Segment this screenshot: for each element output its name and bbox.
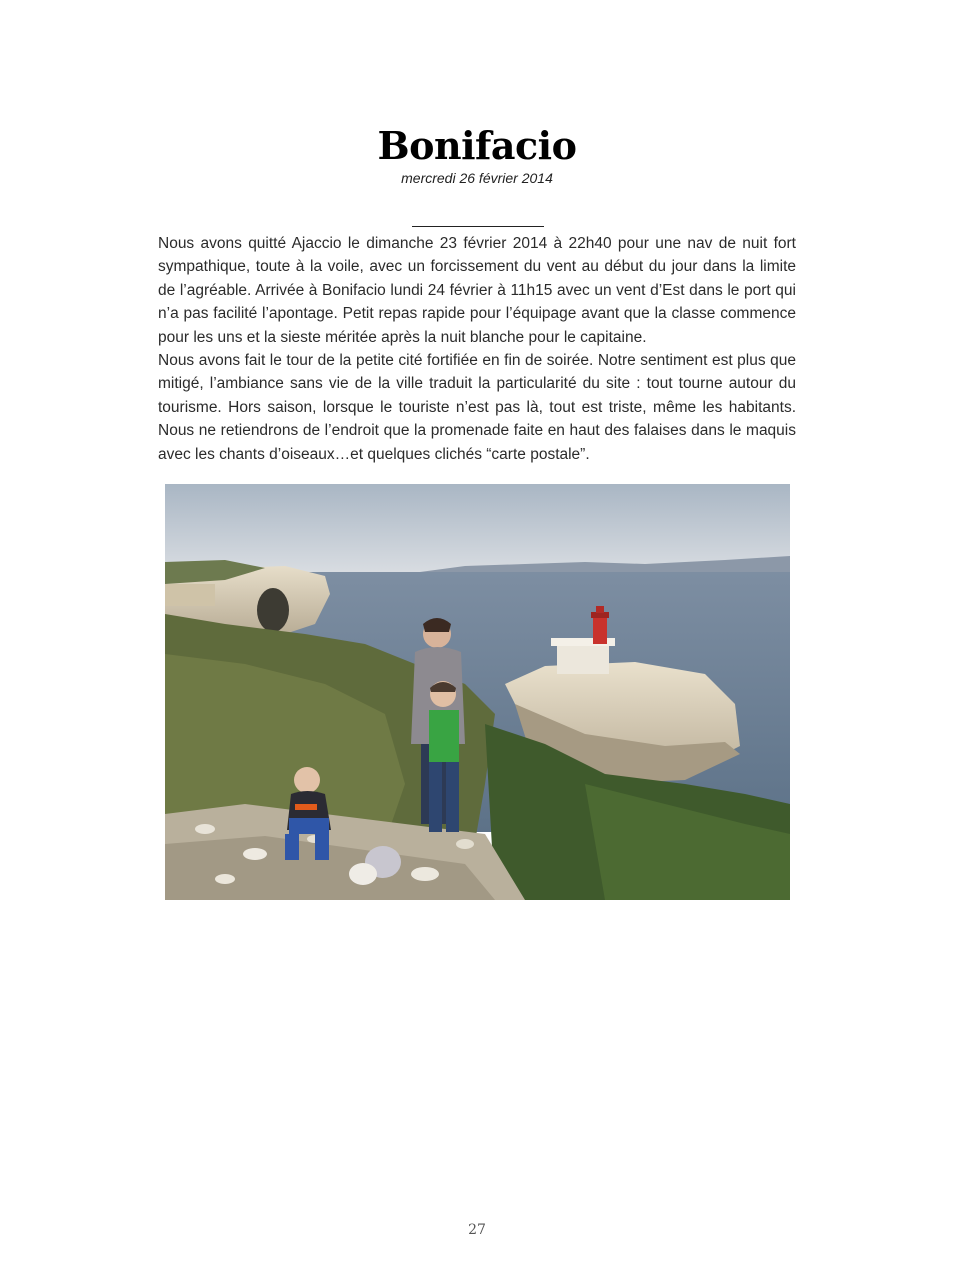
article-date: mercredi 26 février 2014 [401, 170, 553, 186]
paragraph-2: Nous avons fait le tour de la petite cité fortifiée en fin de soirée. Notre sentiment est plus que mitigé, l’ambiance sans vie de la ville traduit la particularité du site : tout tourne autour du tourisme. Hors saison, lorsque le touriste n’est pas là, tout est triste, même les habitants. Nous ne retiendrons de l’endroit que la promenade faite en haut des falaises dans le maquis avec les chants d’oiseaux…et quelques clichés “carte postale”. [158, 352, 796, 463]
page-number: 27 [468, 1222, 486, 1238]
photo-bonifacio-cliffs [165, 484, 790, 900]
title-divider [412, 226, 544, 227]
page-title: Bonifacio [377, 123, 577, 168]
paragraph-1: Nous avons quitté Ajaccio le dimanche 23 février 2014 à 22h40 pour une nav de nuit fort sympathique, toute à la voile, avec un forcissement du vent au début du jour dans la limite de l’agréable. Arrivée à Bonifacio lundi 24 février à 11h15 avec un vent d’Est dans le port qui n’a pas facilité l’apontage. Petit repas rapide pour l’équipage avant que la classe commence pour les uns et la sieste méritée après la nuit blanche pour le capitaine. [158, 235, 796, 346]
article-body [158, 232, 796, 466]
photo-illustration [165, 484, 790, 900]
